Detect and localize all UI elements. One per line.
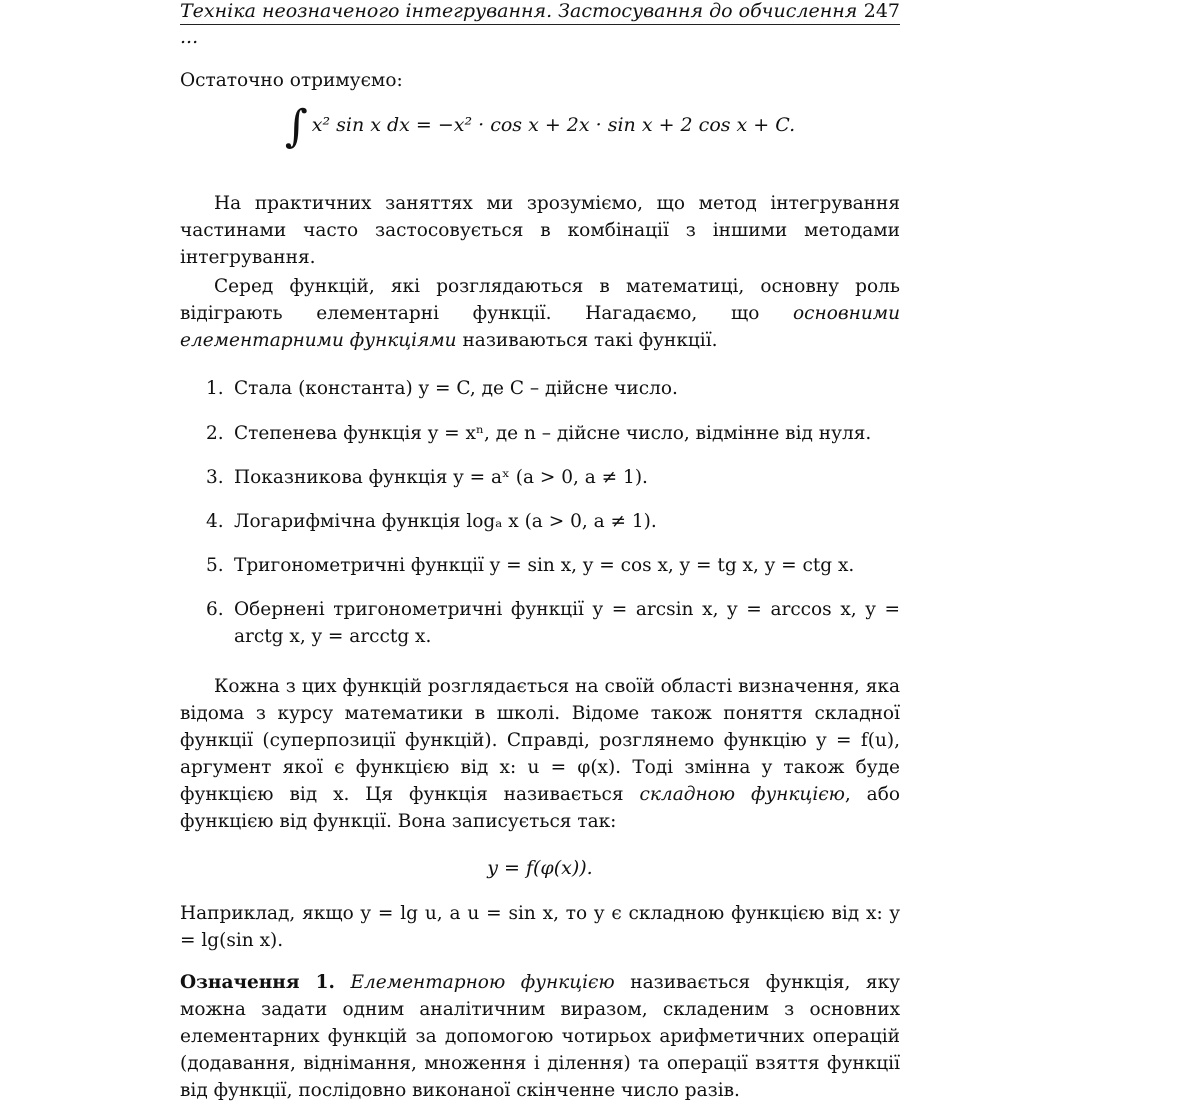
intro-text: Остаточно отримуємо: (180, 70, 403, 91)
list-item-number: 1. (206, 378, 224, 399)
paragraph-text: Кожна з цих функцій розглядається на своїй області визначення, яка відома з курсу математики в школі. Відоме також поняття складної функції (суперпозиції функцій). Справді, розглянемо функцію y = f(u), аргумент якої є функцією від x: u = φ(x). Тоді змінна y також буде функцією від x. Ця функція називається (180, 676, 900, 805)
paragraph-text: називаються такі функції. (456, 330, 718, 351)
list-item-text: Показникова функція y = aˣ (a > 0, a ≠ 1). (234, 467, 648, 488)
list-item (206, 552, 900, 579)
definition-text: називається функція, яку можна задати одним аналітичним виразом, складеним з основних елементарних функцій за допомогою чотирьох арифметичних операцій (додавання, віднімання, множення і ділення) та операції взяття функції від функції, послідовно виконаної скінченне число разів. (180, 972, 901, 1101)
list-item-number: 4. (206, 511, 224, 532)
paragraph-elementary (180, 273, 900, 354)
list-item-text: Стала (константа) y = C, де C – дійсне число. (234, 378, 678, 399)
paragraph-composite (180, 673, 900, 835)
paragraph-text: , або функцією від функції. Вона записується так: (180, 784, 900, 832)
formula-body: x² sin x dx = −x² · cos x + 2x · sin x + 2 cos x + C. (311, 114, 796, 136)
integral-sign-icon: ∫ (284, 101, 308, 152)
list-item-text: Обернені тригонометричні функції y = arcsin x, y = arccos x, y = arctg x, y = arcctg x. (234, 599, 900, 647)
paragraph-example: Наприклад, якщо y = lg u, а u = sin x, то y є складною функцією від x: y = lg(sin x). (180, 903, 900, 951)
list-item-number: 5. (206, 555, 224, 576)
list-item (206, 375, 900, 402)
list-item-number: 2. (206, 423, 224, 444)
list-item (206, 420, 900, 447)
definition-block (180, 969, 900, 1104)
list-item (206, 464, 900, 491)
emphasis-term: складною функцією (639, 784, 845, 805)
page-number: 247 (863, 0, 900, 22)
composite-formula: y = f(φ(x)). (487, 857, 593, 879)
list-item-text: Логарифмічна функція logₐ x (a > 0, a ≠ 1). (234, 511, 657, 532)
emphasis-term: Елементарною функцією (350, 972, 615, 993)
list-item-text: Степенева функція y = xⁿ, де n – дійсне число, відмінне від нуля. (234, 423, 872, 444)
list-item-number: 6. (206, 599, 224, 620)
list-item (206, 508, 900, 535)
running-header (180, 0, 900, 48)
integral-formula (180, 101, 900, 152)
list-item-text: Тригонометричні функції y = sin x, y = cos x, y = tg x, y = ctg x. (234, 555, 855, 576)
paragraph-method: На практичних заняттях ми зрозуміємо, що метод інтегрування частинами часто застосовується в комбінації з іншими методами інтегрування. (180, 193, 900, 268)
list-item (206, 596, 900, 650)
paragraph-text: Серед функцій, які розглядаються в математиці, основну роль відіграють елементарні функції. Нагадаємо, що (180, 276, 900, 324)
header-title: Техніка неозначеного інтегрування. Застосування до обчислення ... (180, 0, 858, 48)
list-item-number: 3. (206, 467, 224, 488)
definition-label: Означення 1. (180, 972, 335, 993)
emphasis-term: основними елементарними функціями (180, 303, 900, 351)
